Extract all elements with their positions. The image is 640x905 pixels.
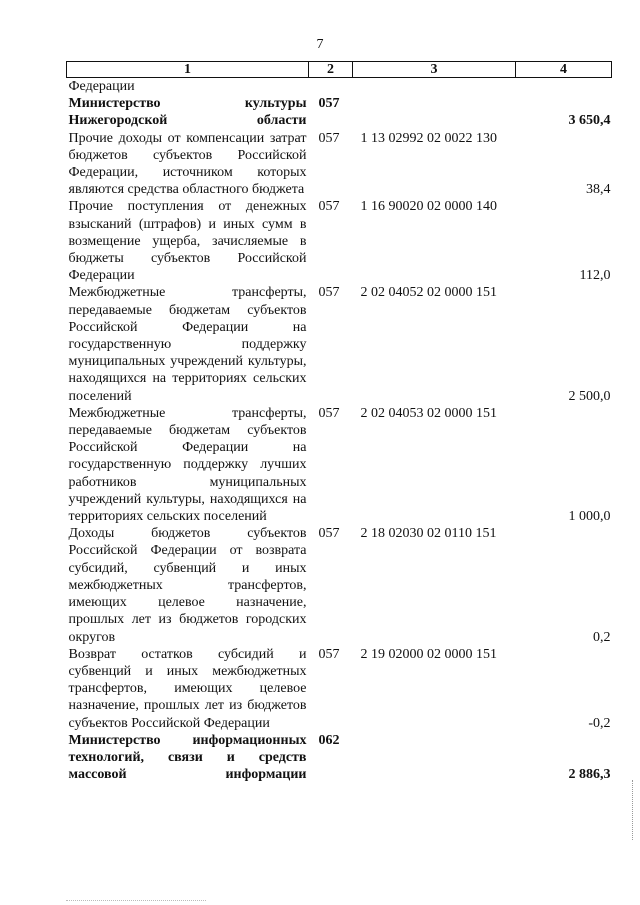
row-kbk-cell: 2 19 02000 02 0000 151 <box>360 646 497 662</box>
row-kbk-cell: 2 18 02030 02 0110 151 <box>360 526 497 542</box>
page-number: 7 <box>316 37 324 52</box>
row-kbk-cell: 2 02 04052 02 0000 151 <box>360 285 497 301</box>
column-header-name: 1 <box>67 62 309 78</box>
row-amount-cell: 3 650,4 <box>568 113 611 129</box>
row-kbk-cell: 2 02 04053 02 0000 151 <box>360 405 497 421</box>
column-header-amount: 4 <box>516 62 612 78</box>
row-amount-cell: 2 886,3 <box>568 767 611 783</box>
table-row <box>67 78 612 96</box>
row-admin-code-cell: 057 <box>318 130 340 146</box>
budget-income-table <box>66 61 612 783</box>
row-name-cell: Федерации <box>68 79 135 94</box>
row-name-cell: Прочие поступления от денежных взысканий (штрафов) и иных сумм в возмещение ущерба, зачисляемые в бюджеты субъектов Российской Федерации <box>68 199 307 284</box>
table-row <box>67 130 612 199</box>
table-row <box>67 646 612 732</box>
row-amount-cell: -0,2 <box>588 715 611 731</box>
row-amount-cell: 2 500,0 <box>568 388 611 404</box>
table-row <box>67 198 612 284</box>
column-header-kbk: 3 <box>353 62 516 78</box>
row-name-cell: Межбюджетные трансферты, передаваемые бюджетам субъектов Российской Федерации на государственную поддержку лучших работников муниципальных учреждений культуры, находящихся на территориях сельских поселений <box>68 405 307 525</box>
table-header-row <box>67 62 612 78</box>
table-row <box>67 732 612 784</box>
row-admin-code-cell: 057 <box>318 285 340 301</box>
row-amount-cell <box>516 78 612 96</box>
row-kbk-cell <box>353 95 516 129</box>
row-admin-code-cell: 057 <box>318 405 340 421</box>
row-name-cell: Министерство информационных технологий, связи и средств массовой информации <box>68 732 307 783</box>
row-name-cell: Прочие доходы от компенсации затрат бюджетов субъектов Российской Федерации, источником которых являются средства областного бюджета <box>68 130 307 198</box>
row-admin-code-cell: 057 <box>318 526 340 542</box>
row-amount-cell: 112,0 <box>579 268 611 284</box>
table-row <box>67 284 612 404</box>
row-admin-code-cell: 057 <box>318 646 340 662</box>
row-name-cell: Доходы бюджетов субъектов Российской Федерации от возврата субсидий, субвенций и иных межбюджетных трансфертов, имеющих целевое назначение, прошлых лет из бюджетов городских округов <box>68 526 307 645</box>
column-header-admin-code: 2 <box>309 62 353 78</box>
row-amount-cell: 38,4 <box>586 182 611 198</box>
row-admin-code-cell: 057 <box>318 96 340 112</box>
row-amount-cell: 0,2 <box>593 629 611 645</box>
table-row <box>67 405 612 525</box>
row-kbk-cell <box>353 732 516 784</box>
row-admin-code-cell <box>309 78 353 96</box>
table-row <box>67 525 612 645</box>
table-row <box>67 95 612 129</box>
row-amount-cell: 1 000,0 <box>568 509 611 525</box>
row-name-cell: Межбюджетные трансферты, передаваемые бюджетам субъектов Российской Федерации на государственную поддержку муниципальных учреждений культуры, находящихся на территориях сельских поселений <box>68 285 307 404</box>
table-body <box>67 78 612 784</box>
row-name-cell: Возврат остатков субсидий и субвенций и иных межбюджетных трансфертов, имеющих целевое назначение, прошлых лет из бюджетов субъектов Российской Федерации <box>68 646 307 731</box>
row-kbk-cell: 1 16 90020 02 0000 140 <box>360 199 497 215</box>
row-name-cell: Министерство культуры Нижегородской области <box>68 96 307 129</box>
scan-bottom-marks <box>66 900 206 903</box>
row-kbk-cell: 1 13 02992 02 0022 130 <box>360 130 497 146</box>
scan-margin-marks <box>632 780 636 840</box>
row-admin-code-cell: 062 <box>318 732 340 748</box>
row-kbk-cell <box>353 78 516 96</box>
row-admin-code-cell: 057 <box>318 199 340 215</box>
